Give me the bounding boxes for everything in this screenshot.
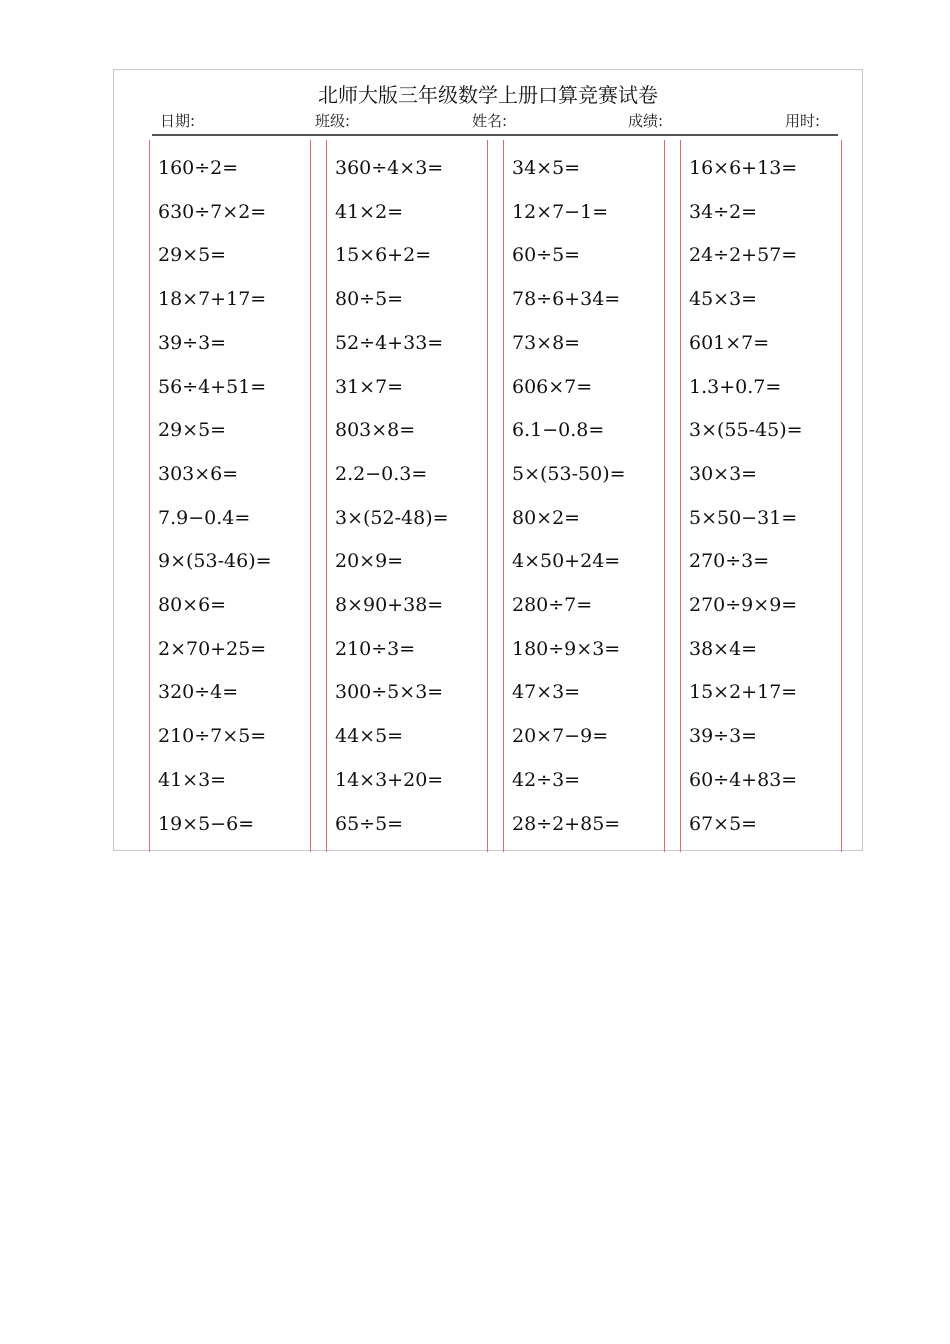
- arithmetic-problem: 20×9=: [335, 550, 404, 573]
- arithmetic-problem: 73×8=: [512, 331, 581, 354]
- arithmetic-problem: 28÷2+85=: [512, 812, 621, 835]
- arithmetic-problem: 3×(52-48)=: [335, 506, 449, 529]
- arithmetic-problem: 280÷7=: [512, 594, 593, 616]
- arithmetic-problem: 29×5=: [158, 419, 227, 442]
- arithmetic-problem: 360÷4×3=: [335, 157, 444, 179]
- arithmetic-problem: 31×7=: [335, 375, 404, 398]
- arithmetic-problem: 270÷9×9=: [689, 594, 798, 616]
- time-label: 用时:: [785, 112, 821, 130]
- arithmetic-problem: 34×5=: [512, 157, 581, 179]
- arithmetic-problem: 41×2=: [335, 200, 404, 223]
- arithmetic-problem: 1.3+0.7=: [689, 375, 782, 398]
- arithmetic-problem: 12×7−1=: [512, 200, 609, 223]
- arithmetic-problem: 29×5=: [158, 244, 227, 267]
- arithmetic-problem: 34÷2=: [689, 200, 758, 223]
- arithmetic-problem: 52÷4+33=: [335, 331, 444, 354]
- arithmetic-problem: 5×50−31=: [689, 506, 798, 529]
- arithmetic-problem: 78÷6+34=: [512, 288, 621, 311]
- arithmetic-problem: 4×50+24=: [512, 550, 621, 573]
- arithmetic-problem: 160÷2=: [158, 157, 239, 179]
- arithmetic-problem: 67×5=: [689, 812, 758, 835]
- arithmetic-problem: 80÷5=: [335, 288, 404, 311]
- header-divider: [152, 134, 838, 136]
- arithmetic-problem: 39÷3=: [689, 725, 758, 748]
- arithmetic-problem: 803×8=: [335, 419, 416, 442]
- arithmetic-problem: 15×2+17=: [689, 681, 798, 704]
- arithmetic-problem: 80×2=: [512, 506, 581, 529]
- problem-column-1: [149, 140, 311, 852]
- arithmetic-problem: 60÷4+83=: [689, 768, 798, 791]
- arithmetic-problem: 8×90+38=: [335, 594, 444, 616]
- arithmetic-problem: 300÷5×3=: [335, 681, 444, 704]
- arithmetic-problem: 38×4=: [689, 637, 758, 660]
- arithmetic-problem: 45×3=: [689, 288, 758, 311]
- class-label: 班级:: [315, 112, 351, 130]
- worksheet: [113, 69, 863, 851]
- arithmetic-problem: 180÷9×3=: [512, 637, 621, 660]
- arithmetic-problem: 606×7=: [512, 375, 593, 398]
- arithmetic-problem: 24÷2+57=: [689, 244, 798, 267]
- arithmetic-problem: 2×70+25=: [158, 637, 267, 660]
- arithmetic-problem: 210÷3=: [335, 637, 416, 660]
- arithmetic-problem: 47×3=: [512, 681, 581, 704]
- date-label: 日期:: [160, 112, 196, 130]
- arithmetic-problem: 18×7+17=: [158, 288, 267, 311]
- arithmetic-problem: 3×(55-45)=: [689, 419, 803, 442]
- score-label: 成绩:: [628, 112, 664, 130]
- arithmetic-problem: 42÷3=: [512, 768, 581, 791]
- arithmetic-problem: 14×3+20=: [335, 768, 444, 791]
- arithmetic-problem: 39÷3=: [158, 331, 227, 354]
- problem-column-3: [503, 140, 665, 852]
- arithmetic-problem: 7.9−0.4=: [158, 506, 251, 529]
- arithmetic-problem: 20×7−9=: [512, 725, 609, 748]
- arithmetic-problem: 16×6+13=: [689, 157, 798, 179]
- student-info-row: [160, 110, 830, 130]
- arithmetic-problem: 60÷5=: [512, 244, 581, 267]
- worksheet-title: 北师大版三年级数学上册口算竞赛试卷: [318, 83, 658, 107]
- arithmetic-problem: 601×7=: [689, 331, 770, 354]
- problem-column-4: [680, 140, 842, 852]
- problem-column-2: [326, 140, 488, 852]
- arithmetic-problem: 320÷4=: [158, 681, 239, 704]
- arithmetic-problem: 5×(53-50)=: [512, 462, 626, 485]
- arithmetic-problem: 9×(53-46)=: [158, 550, 272, 573]
- arithmetic-problem: 30×3=: [689, 462, 758, 485]
- arithmetic-problem: 15×6+2=: [335, 244, 432, 267]
- name-label: 姓名:: [472, 112, 508, 130]
- arithmetic-problem: 270÷3=: [689, 550, 770, 573]
- arithmetic-problem: 19×5−6=: [158, 812, 255, 835]
- arithmetic-problem: 2.2−0.3=: [335, 462, 428, 485]
- arithmetic-problem: 6.1−0.8=: [512, 419, 605, 442]
- arithmetic-problem: 56÷4+51=: [158, 375, 267, 398]
- arithmetic-problem: 80×6=: [158, 594, 227, 616]
- arithmetic-problem: 210÷7×5=: [158, 725, 267, 748]
- arithmetic-problem: 44×5=: [335, 725, 404, 748]
- arithmetic-problem: 65÷5=: [335, 812, 404, 835]
- arithmetic-problem: 630÷7×2=: [158, 200, 267, 223]
- arithmetic-problem: 303×6=: [158, 462, 239, 485]
- arithmetic-problem: 41×3=: [158, 768, 227, 791]
